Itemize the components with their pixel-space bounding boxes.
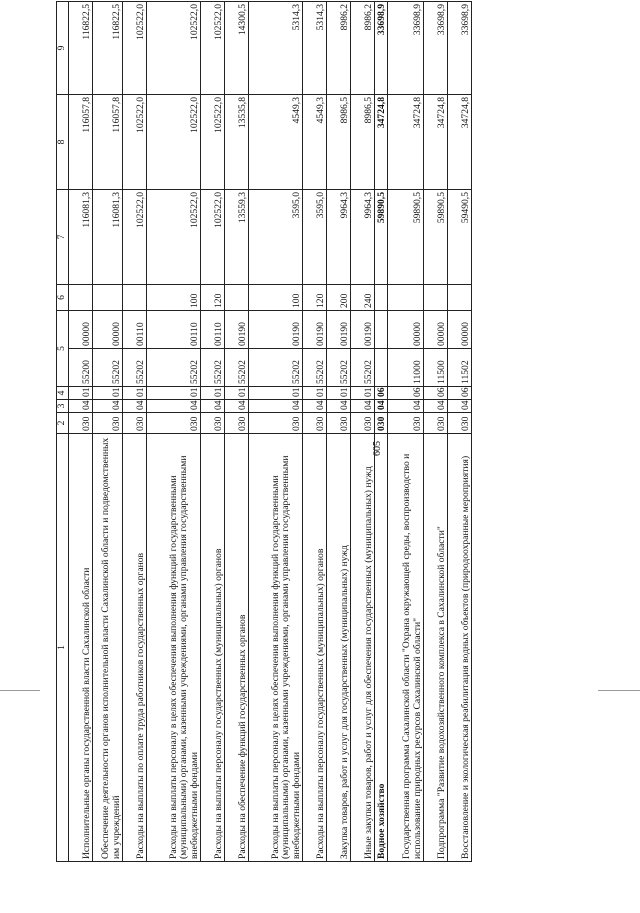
- table-cell-c8: 34724,8: [388, 94, 424, 189]
- table-row: [388, 1, 424, 861]
- table-cell-c6: 100: [147, 284, 201, 310]
- table-cell-c6: [93, 284, 123, 310]
- table-row: [69, 1, 93, 861]
- table-cell-c8: 102522,0: [123, 94, 147, 189]
- table-cell-c3: 04: [147, 400, 201, 413]
- table-cell-c7: 59490,5: [448, 189, 472, 284]
- table-cell-c2: 030: [147, 413, 201, 434]
- table-cell-c5a: 55202: [225, 349, 249, 387]
- table-cell-name: Расходы на выплаты персоналу в целях обеспечения выполнения функций государственными (муниципальными) органами, казенными учреждениями, органами управления государственными внебюджетными фондами: [147, 434, 201, 862]
- table-cell-c5b: 00000: [93, 310, 123, 348]
- table-row: [327, 1, 351, 861]
- table-cell-c3: 04: [225, 400, 249, 413]
- table-cell-c3: 04: [93, 400, 123, 413]
- table-row: [424, 1, 448, 861]
- table-cell-c3: 04: [123, 400, 147, 413]
- column-header: 9: [57, 1, 69, 94]
- table-cell-c5a: 55202: [327, 349, 351, 387]
- table-cell-c4: 06: [424, 387, 448, 400]
- table-cell-name: Расходы на обеспечение функций государственных органов: [225, 434, 249, 862]
- table-cell-c3: 04: [69, 400, 93, 413]
- budget-table-frame: [56, 2, 472, 862]
- table-cell-c9: 33698,9: [388, 1, 424, 94]
- table-cell-c3: 04: [424, 400, 448, 413]
- scan-mark: [0, 690, 40, 691]
- column-header: 4: [57, 387, 69, 400]
- table-cell-name: Расходы на выплаты по оплате труда работников государственных органов: [123, 434, 147, 862]
- table-row: [375, 1, 388, 861]
- table-cell-c2: 030: [201, 413, 225, 434]
- table-cell-c3: 04: [351, 400, 375, 413]
- table-cell-c9: 5314,3: [303, 1, 327, 94]
- table-cell-name: Исполнительные органы государственной власти Сахалинской области: [69, 434, 93, 862]
- table-cell-c9: 116822,5: [69, 1, 93, 94]
- table-row: [147, 1, 201, 861]
- table-cell-c5b: 00190: [225, 310, 249, 348]
- table-cell-c9: 33698,9: [375, 1, 388, 94]
- table-cell-c8: 116057,8: [93, 94, 123, 189]
- table-cell-c6: [123, 284, 147, 310]
- table-cell-c5a: 55202: [93, 349, 123, 387]
- table-cell-c6: 120: [303, 284, 327, 310]
- table-cell-name: Водное хозяйство: [375, 434, 388, 862]
- table-cell-c2: 030: [93, 413, 123, 434]
- table-cell-name: Обеспечение деятельности органов исполнительной власти Сахалинской области и подведомственных им учреждений: [93, 434, 123, 862]
- table-cell-c5b: 00190: [249, 310, 303, 348]
- table-cell-c4: 01: [201, 387, 225, 400]
- table-cell-c5a: 55202: [123, 349, 147, 387]
- table-cell-name: Подпрограмма "Развитие водохозяйственного комплекса в Сахалинской области": [424, 434, 448, 862]
- table-cell-c5b: [375, 310, 388, 348]
- table-cell-c9: 5314,3: [249, 1, 303, 94]
- table-cell-c5b: 00190: [327, 310, 351, 348]
- table-cell-c9: 8986,2: [351, 1, 375, 94]
- table-cell-c5b: 00000: [388, 310, 424, 348]
- table-cell-c4: 06: [375, 387, 388, 400]
- table-cell-c2: 030: [249, 413, 303, 434]
- table-cell-c5a: 55200: [69, 349, 93, 387]
- table-cell-c8: 4549,3: [303, 94, 327, 189]
- table-cell-name: Иные закупки товаров, работ и услуг для обеспечения государственных (муниципальных) нужд: [351, 434, 375, 862]
- table-cell-c7: 59890,5: [375, 189, 388, 284]
- page-number: 605: [372, 441, 383, 456]
- table-cell-name: Государственная программа Сахалинской области "Охрана окружающей среды, воспроизводство и использование природных ресурсов Сахалинской области": [388, 434, 424, 862]
- table-cell-c7: 102522,0: [123, 189, 147, 284]
- table-cell-c6: [225, 284, 249, 310]
- table-cell-c6: [448, 284, 472, 310]
- table-cell-c3: 04: [375, 400, 388, 413]
- table-cell-c8: 102522,0: [147, 94, 201, 189]
- table-cell-c8: 8986,5: [327, 94, 351, 189]
- table-cell-c6: [424, 284, 448, 310]
- table-cell-c2: 030: [388, 413, 424, 434]
- table-cell-c7: 3595,0: [249, 189, 303, 284]
- column-header: 8: [57, 94, 69, 189]
- table-cell-c7: 102522,0: [201, 189, 225, 284]
- table-cell-c8: 116057,8: [69, 94, 93, 189]
- table-cell-c2: 030: [327, 413, 351, 434]
- table-cell-c4: 01: [249, 387, 303, 400]
- table-cell-c9: 102522,0: [201, 1, 225, 94]
- table-cell-c4: 01: [327, 387, 351, 400]
- table-cell-c4: 01: [351, 387, 375, 400]
- table-cell-name: Закупка товаров, работ и услуг для государственных (муниципальных) нужд: [327, 434, 351, 862]
- header-row: [57, 1, 69, 861]
- table-cell-c8: 4549,3: [249, 94, 303, 189]
- table-cell-c6: 100: [249, 284, 303, 310]
- table-cell-c5a: 55202: [303, 349, 327, 387]
- column-header: 2: [57, 413, 69, 434]
- table-cell-c8: 34724,8: [375, 94, 388, 189]
- table-cell-c5b: 00110: [147, 310, 201, 348]
- table-cell-c4: 01: [93, 387, 123, 400]
- table-row: [93, 1, 123, 861]
- table-cell-c8: 34724,8: [448, 94, 472, 189]
- column-header: 5: [57, 310, 69, 386]
- table-cell-c4: 01: [147, 387, 201, 400]
- table-row: [448, 1, 472, 861]
- table-cell-c6: [69, 284, 93, 310]
- table-cell-c6: 200: [327, 284, 351, 310]
- table-cell-c4: 06: [388, 387, 424, 400]
- table-row: [123, 1, 147, 861]
- table-cell-c5a: 55202: [147, 349, 201, 387]
- budget-table: [56, 1, 472, 862]
- table-cell-c5a: 55202: [249, 349, 303, 387]
- table-cell-c3: 04: [448, 400, 472, 413]
- table-cell-c5a: 55202: [201, 349, 225, 387]
- table-cell-c8: 34724,8: [424, 94, 448, 189]
- table-cell-c9: 102522,0: [123, 1, 147, 94]
- table-cell-c5b: 00000: [424, 310, 448, 348]
- column-header: 7: [57, 189, 69, 284]
- table-cell-c5a: 11500: [424, 349, 448, 387]
- column-header: 6: [57, 284, 69, 310]
- table-cell-c9: 116822,5: [93, 1, 123, 94]
- table-cell-c7: 13559,3: [225, 189, 249, 284]
- table-cell-c5b: 00000: [69, 310, 93, 348]
- table-cell-c8: 102522,0: [201, 94, 225, 189]
- scan-mark: [598, 690, 640, 691]
- table-row: [225, 1, 249, 861]
- table-cell-c6: [388, 284, 424, 310]
- table-cell-c7: 116081,3: [93, 189, 123, 284]
- table-cell-name: Восстановление и экологическая реабилитация водных объектов (природоохранные мероприятия): [448, 434, 472, 862]
- table-cell-c3: 04: [303, 400, 327, 413]
- table-cell-c5a: 11000: [388, 349, 424, 387]
- table-cell-c9: 33698,9: [424, 1, 448, 94]
- table-cell-c2: 030: [424, 413, 448, 434]
- table-cell-c6: 240: [351, 284, 375, 310]
- table-cell-c5b: 00000: [448, 310, 472, 348]
- table-cell-c9: 14300,5: [225, 1, 249, 94]
- table-cell-c8: 8986,5: [351, 94, 375, 189]
- table-cell-name: Расходы на выплаты персоналу государственных (муниципальных) органов: [303, 434, 327, 862]
- table-cell-c3: 04: [327, 400, 351, 413]
- column-header: 1: [57, 434, 69, 862]
- table-row: [351, 1, 375, 861]
- table-cell-c7: 116081,3: [69, 189, 93, 284]
- table-cell-c4: 01: [225, 387, 249, 400]
- table-cell-c2: 030: [303, 413, 327, 434]
- table-cell-c7: 9964,3: [351, 189, 375, 284]
- table-cell-c5b: 00110: [123, 310, 147, 348]
- table-cell-c3: 04: [388, 400, 424, 413]
- table-cell-name: Расходы на выплаты персоналу государственных (муниципальных) органов: [201, 434, 225, 862]
- table-cell-c2: 030: [225, 413, 249, 434]
- table-cell-c9: 102522,0: [147, 1, 201, 94]
- table-cell-c2: 030: [69, 413, 93, 434]
- table-cell-c7: 9964,3: [327, 189, 351, 284]
- table-cell-name: Расходы на выплаты персоналу в целях обеспечения выполнения функций государственными (муниципальными) органами, казенными учреждениями, органами управления государственными внебюджетными фондами: [249, 434, 303, 862]
- table-cell-c4: 01: [303, 387, 327, 400]
- table-cell-c7: 102522,0: [147, 189, 201, 284]
- table-cell-c9: 8986,2: [327, 1, 351, 94]
- table-cell-c5b: 00190: [351, 310, 375, 348]
- table-cell-c5b: 00190: [303, 310, 327, 348]
- table-cell-c2: 030: [123, 413, 147, 434]
- table-cell-c5a: 55202: [351, 349, 375, 387]
- column-header: 3: [57, 400, 69, 413]
- table-cell-c3: 04: [249, 400, 303, 413]
- table-cell-c3: 04: [201, 400, 225, 413]
- table-cell-c4: 01: [69, 387, 93, 400]
- table-cell-c9: 33698,9: [448, 1, 472, 94]
- table-cell-c8: 13535,8: [225, 94, 249, 189]
- table-cell-c7: 59890,5: [424, 189, 448, 284]
- table-cell-c5b: 00110: [201, 310, 225, 348]
- table-row: [249, 1, 303, 861]
- table-cell-c2: 030: [351, 413, 375, 434]
- table-cell-c5a: [375, 349, 388, 387]
- table-row: [201, 1, 225, 861]
- table-cell-c4: 01: [123, 387, 147, 400]
- table-cell-c6: 120: [201, 284, 225, 310]
- table-cell-c2: 030: [375, 413, 388, 434]
- table-cell-c4: 06: [448, 387, 472, 400]
- table-cell-c5a: 11502: [448, 349, 472, 387]
- table-cell-c6: [375, 284, 388, 310]
- table-row: [303, 1, 327, 861]
- table-cell-c2: 030: [448, 413, 472, 434]
- table-cell-c7: 3595,0: [303, 189, 327, 284]
- table-cell-c7: 59890,5: [388, 189, 424, 284]
